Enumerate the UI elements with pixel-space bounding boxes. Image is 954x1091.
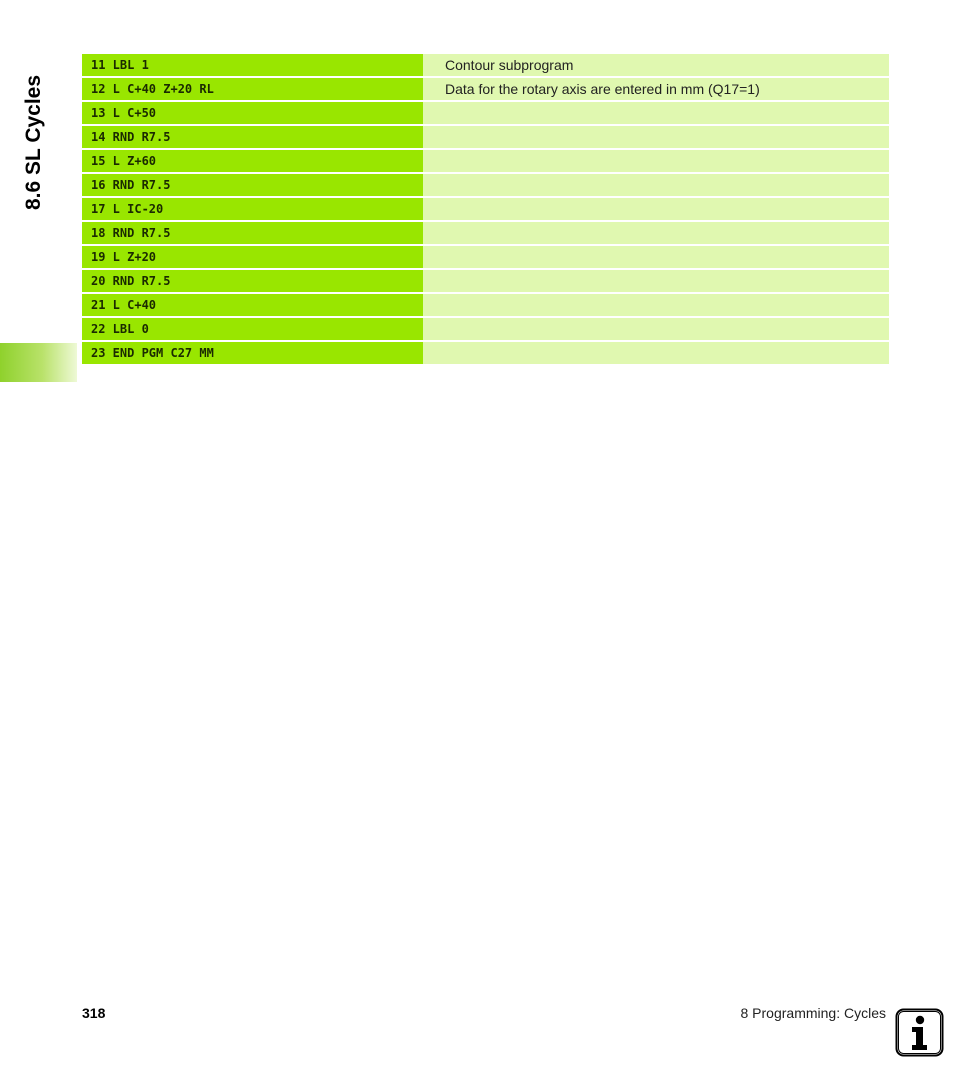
table-row [82,78,889,100]
description-cell [423,150,889,172]
description-cell [423,198,889,220]
description-cell [423,318,889,340]
table-row [82,54,889,76]
table-row [82,222,889,244]
info-icon-graphic [895,1008,944,1057]
table-row [82,150,889,172]
table-row [82,198,889,220]
code-cell: 12 L C+40 Z+20 RL [82,78,423,100]
code-cell: 21 L C+40 [82,294,423,316]
description-cell [423,222,889,244]
description-cell [423,126,889,148]
code-cell: 23 END PGM C27 MM [82,342,423,364]
code-cell: 20 RND R7.5 [82,270,423,292]
code-cell: 17 L IC-20 [82,198,423,220]
table-row [82,318,889,340]
table-row [82,342,889,364]
description-cell [423,102,889,124]
code-cell: 14 RND R7.5 [82,126,423,148]
table-row [82,102,889,124]
description-cell [423,342,889,364]
code-cell: 22 LBL 0 [82,318,423,340]
code-cell: 13 L C+50 [82,102,423,124]
table-row [82,246,889,268]
table-row [82,174,889,196]
chapter-label: 8 Programming: Cycles [740,1005,886,1021]
code-cell: 19 L Z+20 [82,246,423,268]
code-cell: 11 LBL 1 [82,54,423,76]
table-row [82,270,889,292]
description-cell [423,270,889,292]
description-cell [423,294,889,316]
nc-program-table [82,54,889,366]
description-cell [423,246,889,268]
code-cell: 18 RND R7.5 [82,222,423,244]
description-cell: Data for the rotary axis are entered in mm (Q17=1) [423,78,889,100]
table-row [82,126,889,148]
description-cell [423,174,889,196]
page-number: 318 [82,1005,106,1021]
table-row [82,294,889,316]
section-title: 8.6 SL Cycles [22,74,45,210]
code-cell: 15 L Z+60 [82,150,423,172]
code-cell: 16 RND R7.5 [82,174,423,196]
info-icon[interactable] [895,1008,944,1057]
section-tab-marker [0,343,77,382]
description-cell: Contour subprogram [423,54,889,76]
